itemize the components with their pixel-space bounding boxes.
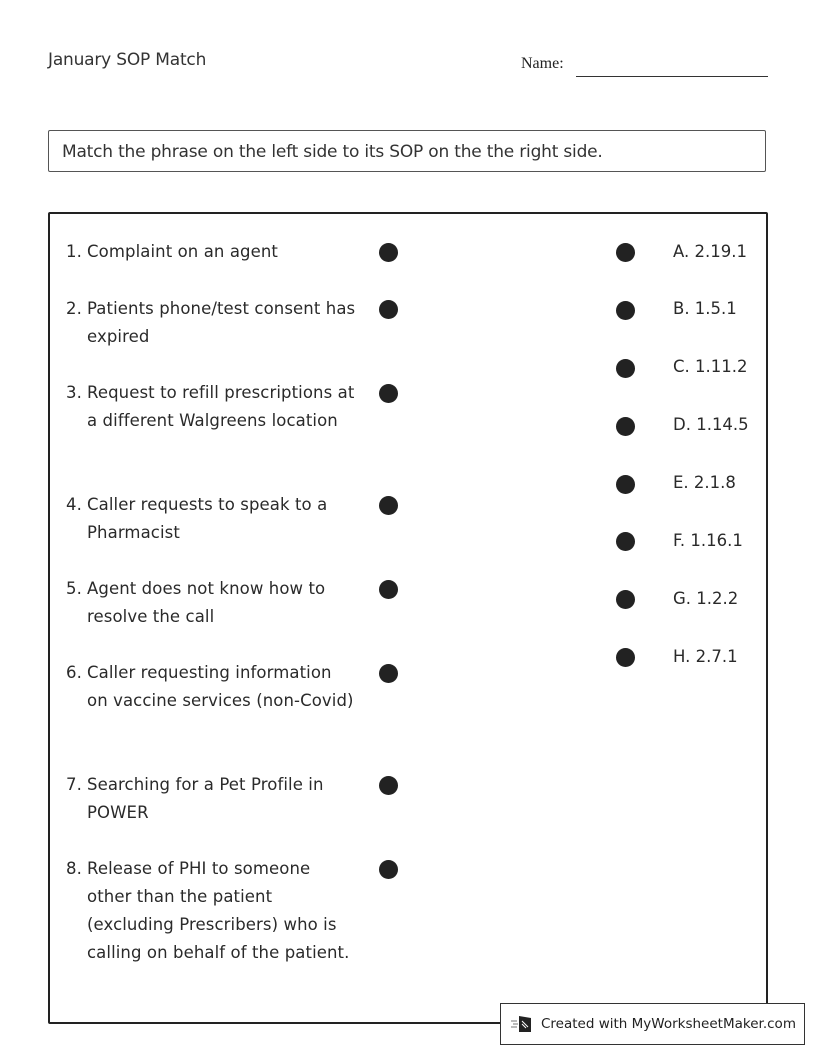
phrase-text: Agent does not know how to resolve the call [87,579,326,626]
phrase-text: Searching for a Pet Profile in POWER [87,775,324,822]
right-match-dot-c[interactable] [616,359,635,378]
right-match-dot-g[interactable] [616,590,635,609]
left-match-dot-1[interactable] [379,243,398,262]
answer-c: C. 1.11.2 [673,357,748,376]
left-match-dot-7[interactable] [379,776,398,795]
phrase-item-8 [66,855,356,967]
phrase-number: 4. [66,495,82,514]
phrase-number: 1. [66,242,82,261]
phrase-text: Request to refill prescriptions at a different Walgreens location [87,383,355,430]
right-match-dot-a[interactable] [616,243,635,262]
phrase-number: 8. [66,859,82,878]
left-match-dot-2[interactable] [379,300,398,319]
phrase-text: Caller requesting information on vaccine services (non-Covid) [87,663,354,710]
phrase-item-6 [66,659,356,715]
name-field-line[interactable] [576,76,768,77]
phrase-number: 3. [66,383,82,402]
phrase-number: 7. [66,775,82,794]
phrase-item-2 [66,295,356,351]
right-match-dot-h[interactable] [616,648,635,667]
worksheet-title: January SOP Match [48,50,207,70]
phrase-text: Release of PHI to someone other than the patient (excluding Prescribers) who is calling on behalf of the patient. [87,859,350,962]
phrase-item-4 [66,491,356,547]
phrase-item-3 [66,379,356,435]
answer-h: H. 2.7.1 [673,647,738,666]
instructions-box: Match the phrase on the left side to its SOP on the the right side. [48,130,766,172]
answer-a: A. 2.19.1 [673,242,747,261]
left-match-dot-4[interactable] [379,496,398,515]
footer-text: Created with MyWorksheetMaker.com [541,1016,796,1032]
left-match-dot-5[interactable] [379,580,398,599]
created-with-badge[interactable] [500,1003,805,1045]
phrase-number: 6. [66,663,82,682]
worksheet-maker-logo-icon [511,1014,533,1034]
right-match-dot-f[interactable] [616,532,635,551]
left-match-dot-3[interactable] [379,384,398,403]
phrase-item-1 [66,238,356,266]
answer-b: B. 1.5.1 [673,299,737,318]
phrase-text: Complaint on an agent [87,242,278,261]
phrase-text: Patients phone/test consent has expired [87,299,356,346]
right-match-dot-d[interactable] [616,417,635,436]
answer-e: E. 2.1.8 [673,473,736,492]
right-match-dot-e[interactable] [616,475,635,494]
answer-d: D. 1.14.5 [673,415,749,434]
phrase-item-7 [66,771,356,827]
phrase-text: Caller requests to speak to a Pharmacist [87,495,328,542]
phrase-number: 2. [66,299,82,318]
answer-g: G. 1.2.2 [673,589,739,608]
left-match-dot-6[interactable] [379,664,398,683]
left-match-dot-8[interactable] [379,860,398,879]
name-label: Name: [521,55,564,72]
phrase-number: 5. [66,579,82,598]
phrase-item-5 [66,575,356,631]
right-match-dot-b[interactable] [616,301,635,320]
answer-f: F. 1.16.1 [673,531,743,550]
